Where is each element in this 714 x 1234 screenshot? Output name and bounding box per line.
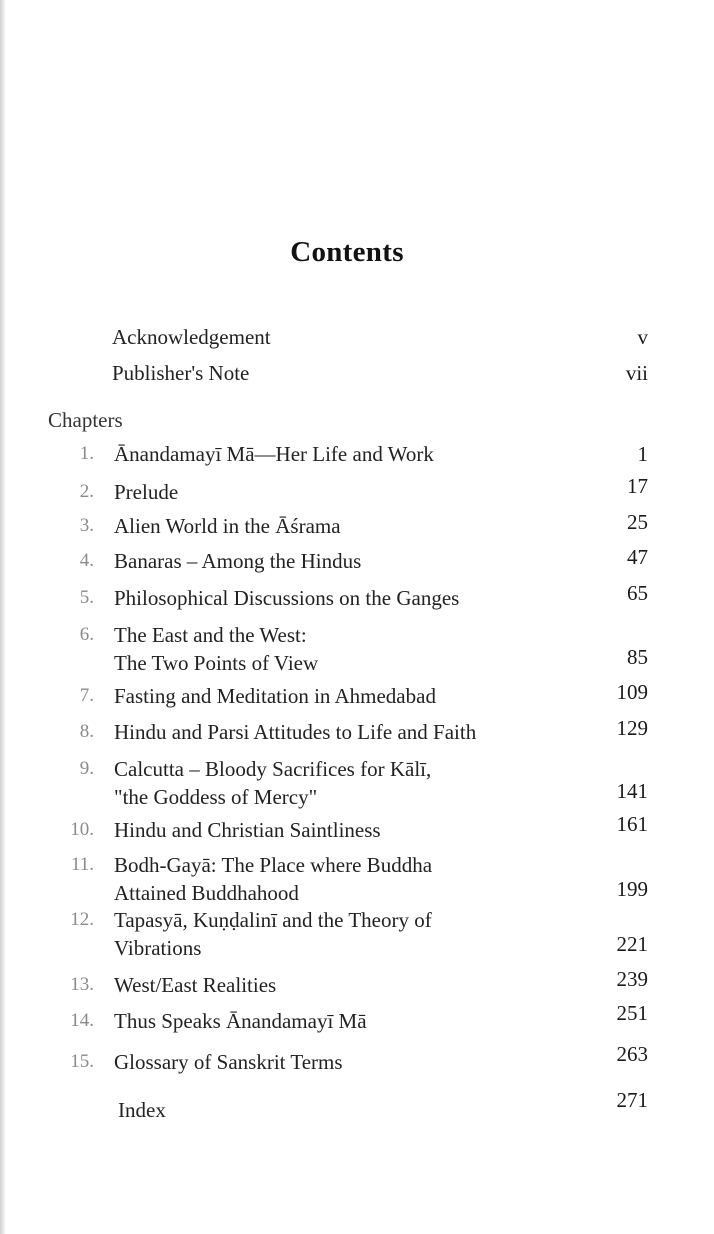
chapter-page: 85 [627, 645, 648, 669]
toc-entry-page: v [637, 325, 648, 349]
chapter-title-line2: The Two Points of View [114, 651, 319, 675]
chapters-heading: Chapters [48, 408, 123, 432]
toc-entry-label: Index [118, 1098, 166, 1122]
chapter-page: 109 [616, 680, 648, 704]
chapter-number: 14. [70, 1010, 94, 1031]
toc-entry-label: Publisher's Note [112, 361, 250, 385]
chapter-number: 7. [79, 685, 94, 706]
chapter-title-line1: Tapasyā, Kuṇḍalinī and the Theory of [114, 908, 432, 932]
chapter-title: Banaras – Among the Hindus [114, 549, 362, 573]
chapter-title-line1: Calcutta – Bloody Sacrifices for Kālī, [114, 757, 432, 781]
chapter-title [114, 851, 584, 907]
chapter-page: 47 [627, 545, 648, 569]
chapter-title: Prelude [114, 480, 179, 504]
chapter-page: 129 [616, 716, 648, 740]
chapter-title: Philosophical Discussions on the Ganges [114, 586, 460, 610]
chapter-page: 199 [616, 877, 648, 901]
chapter-title: Hindu and Parsi Attitudes to Life and Faith [114, 720, 477, 744]
chapter-title: Thus Speaks Ānandamayī Mā [114, 1009, 367, 1033]
chapter-title: Hindu and Christian Saintliness [114, 818, 381, 842]
chapter-title: Ānandamayī Mā—Her Life and Work [114, 442, 434, 466]
page-edge-shadow [0, 0, 6, 1234]
chapter-page: 251 [616, 1001, 648, 1025]
chapter-title: Glossary of Sanskrit Terms [114, 1050, 343, 1074]
chapter-title: Fasting and Meditation in Ahmedabad [114, 684, 436, 708]
chapter-title-line1: The East and the West: [114, 623, 307, 647]
toc-entry-label: Acknowledgement [112, 325, 271, 349]
chapter-page: 1 [637, 442, 648, 466]
chapter-number: 2. [79, 481, 94, 502]
chapter-number: 12. [70, 909, 94, 930]
page-title: Contents [290, 236, 404, 268]
chapter-page: 263 [616, 1042, 648, 1066]
toc-entry-page: vii [625, 361, 648, 385]
chapter-number: 3. [79, 515, 94, 536]
chapter-title-line2: Vibrations [114, 936, 202, 960]
chapter-title [114, 755, 584, 811]
chapter-number: 15. [70, 1051, 94, 1072]
chapter-title: West/East Realities [114, 973, 277, 997]
toc-entry-page: 271 [616, 1088, 648, 1112]
chapter-number: 8. [79, 721, 94, 742]
chapter-page: 239 [616, 967, 648, 991]
chapter-title [114, 621, 584, 677]
chapter-title: Alien World in the Āśrama [114, 514, 341, 538]
chapter-page: 161 [616, 812, 648, 836]
chapter-page: 65 [627, 581, 648, 605]
chapter-number: 6. [79, 624, 94, 645]
chapter-page: 141 [616, 779, 648, 803]
chapter-page: 25 [627, 510, 648, 534]
chapter-number: 5. [79, 587, 94, 608]
chapter-title-line1: Bodh-Gayā: The Place where Buddha [114, 853, 433, 877]
chapter-number: 4. [79, 550, 94, 571]
chapter-title [114, 906, 584, 962]
chapter-page: 17 [627, 474, 648, 498]
chapter-number: 9. [79, 758, 94, 779]
chapter-title-line2: "the Goddess of Mercy" [114, 785, 318, 809]
chapter-title-line2: Attained Buddhahood [114, 881, 299, 905]
chapter-page: 221 [616, 932, 648, 956]
chapter-number: 11. [70, 854, 94, 875]
chapter-number: 1. [79, 443, 94, 464]
chapter-number: 10. [70, 819, 94, 840]
chapter-number: 13. [70, 974, 94, 995]
